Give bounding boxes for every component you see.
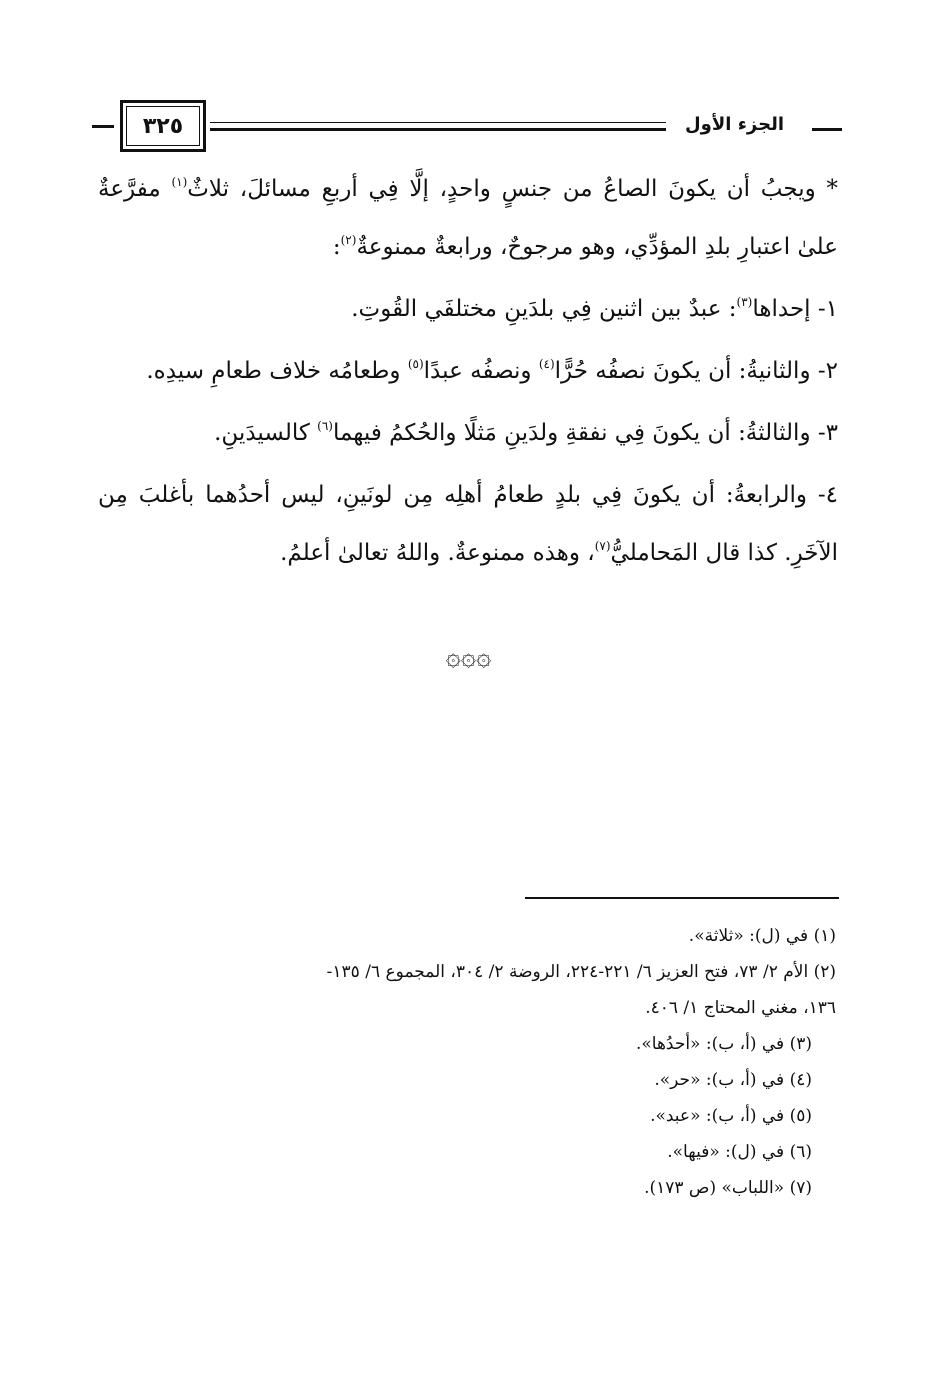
footnote-item: (٦) في (ل): «فيها». xyxy=(667,1142,812,1162)
volume-title: الجزء الأول xyxy=(685,114,784,135)
header-dash xyxy=(812,128,842,131)
list-item: ٢- والثانيةُ: أن يكونَ نصفُه حُرًّا$^{(٤)}$ ونصفُه عبدًا$^{(٥)}$ وطعامُه خلاف طعامِ سيدِه. xyxy=(146,357,838,384)
footnote-marker[interactable]: (١) xyxy=(171,175,188,189)
section-ornaments: ۞۞۞ xyxy=(445,642,492,672)
footnote-item: (١) في (ل): «ثلاثة». xyxy=(688,926,836,946)
footnote-item: (٤) في (أ، ب): «حر». xyxy=(654,1070,812,1090)
list-item: ٣- والثالثةُ: أن يكونَ فِي نفقةِ ولدَينِ مَثلًا والحُكمُ فيهما$^{(٦)}$ كالسيدَينِ. xyxy=(214,419,838,446)
footnote-item: (٣) في (أ، ب): «أحدُها». xyxy=(635,1034,812,1054)
footnote-marker[interactable]: (٥) xyxy=(407,357,424,371)
footnote-item: (٥) في (أ، ب): «عبد». xyxy=(650,1106,812,1126)
main-text xyxy=(98,160,838,582)
footnote-marker[interactable]: (٧) xyxy=(594,539,611,553)
footnote-item: (٧) «اللباب» (ص ١٧٣). xyxy=(644,1178,812,1198)
footnote-marker[interactable]: (٢) xyxy=(340,233,357,247)
footnote-marker[interactable]: (٦) xyxy=(317,419,333,433)
footnotes xyxy=(98,918,838,1206)
footnote-item: ١٣٦، مغني المحتاج ١/ ٤٠٦. xyxy=(645,998,836,1018)
footnote-marker[interactable]: (٤) xyxy=(538,357,555,371)
intro-paragraph: * ويجبُ أن يكونَ الصاعُ من جنسٍ واحدٍ، إلَّا فِي أربعِ مسائلَ، ثلاثٌ$^{(١)}$ مفرَّعةٌ علىٰ اعتبارِ بلدِ المؤدِّي، وهو مرجوحٌ، ورابعةٌ ممنوعةٌ$^{(٢)}$: xyxy=(98,175,838,260)
page-header xyxy=(92,92,842,162)
header-rule xyxy=(210,122,666,131)
list-item: ١- إحداها$^{(٣)}$: عبدٌ بين اثنين فِي بلدَينِ مختلفَي القُوتِ. xyxy=(351,295,838,322)
footnote-divider xyxy=(525,897,839,899)
page-number-frame xyxy=(120,100,206,152)
page-number: ٣٢٥ xyxy=(126,106,200,146)
footnote-marker[interactable]: (٣) xyxy=(736,295,753,309)
list-item: ٤- والرابعةُ: أن يكونَ فِي بلدٍ طعامُ أهلِه مِن لونَينِ، ليس أحدُهما بأغلبَ مِن الآخَرِ. كذا قال المَحامليُّ$^{(٧)}$، وهذه ممنوعةٌ. واللهُ تعالىٰ أعلمُ. xyxy=(98,482,838,566)
header-dash xyxy=(92,125,114,128)
footnote-item: (٢) الأم ٢/ ٧٣، فتح العزيز ٦/ ٢٢١-٢٢٤، الروضة ٢/ ٣٠٤، المجموع ٦/ ١٣٥- xyxy=(326,962,836,982)
